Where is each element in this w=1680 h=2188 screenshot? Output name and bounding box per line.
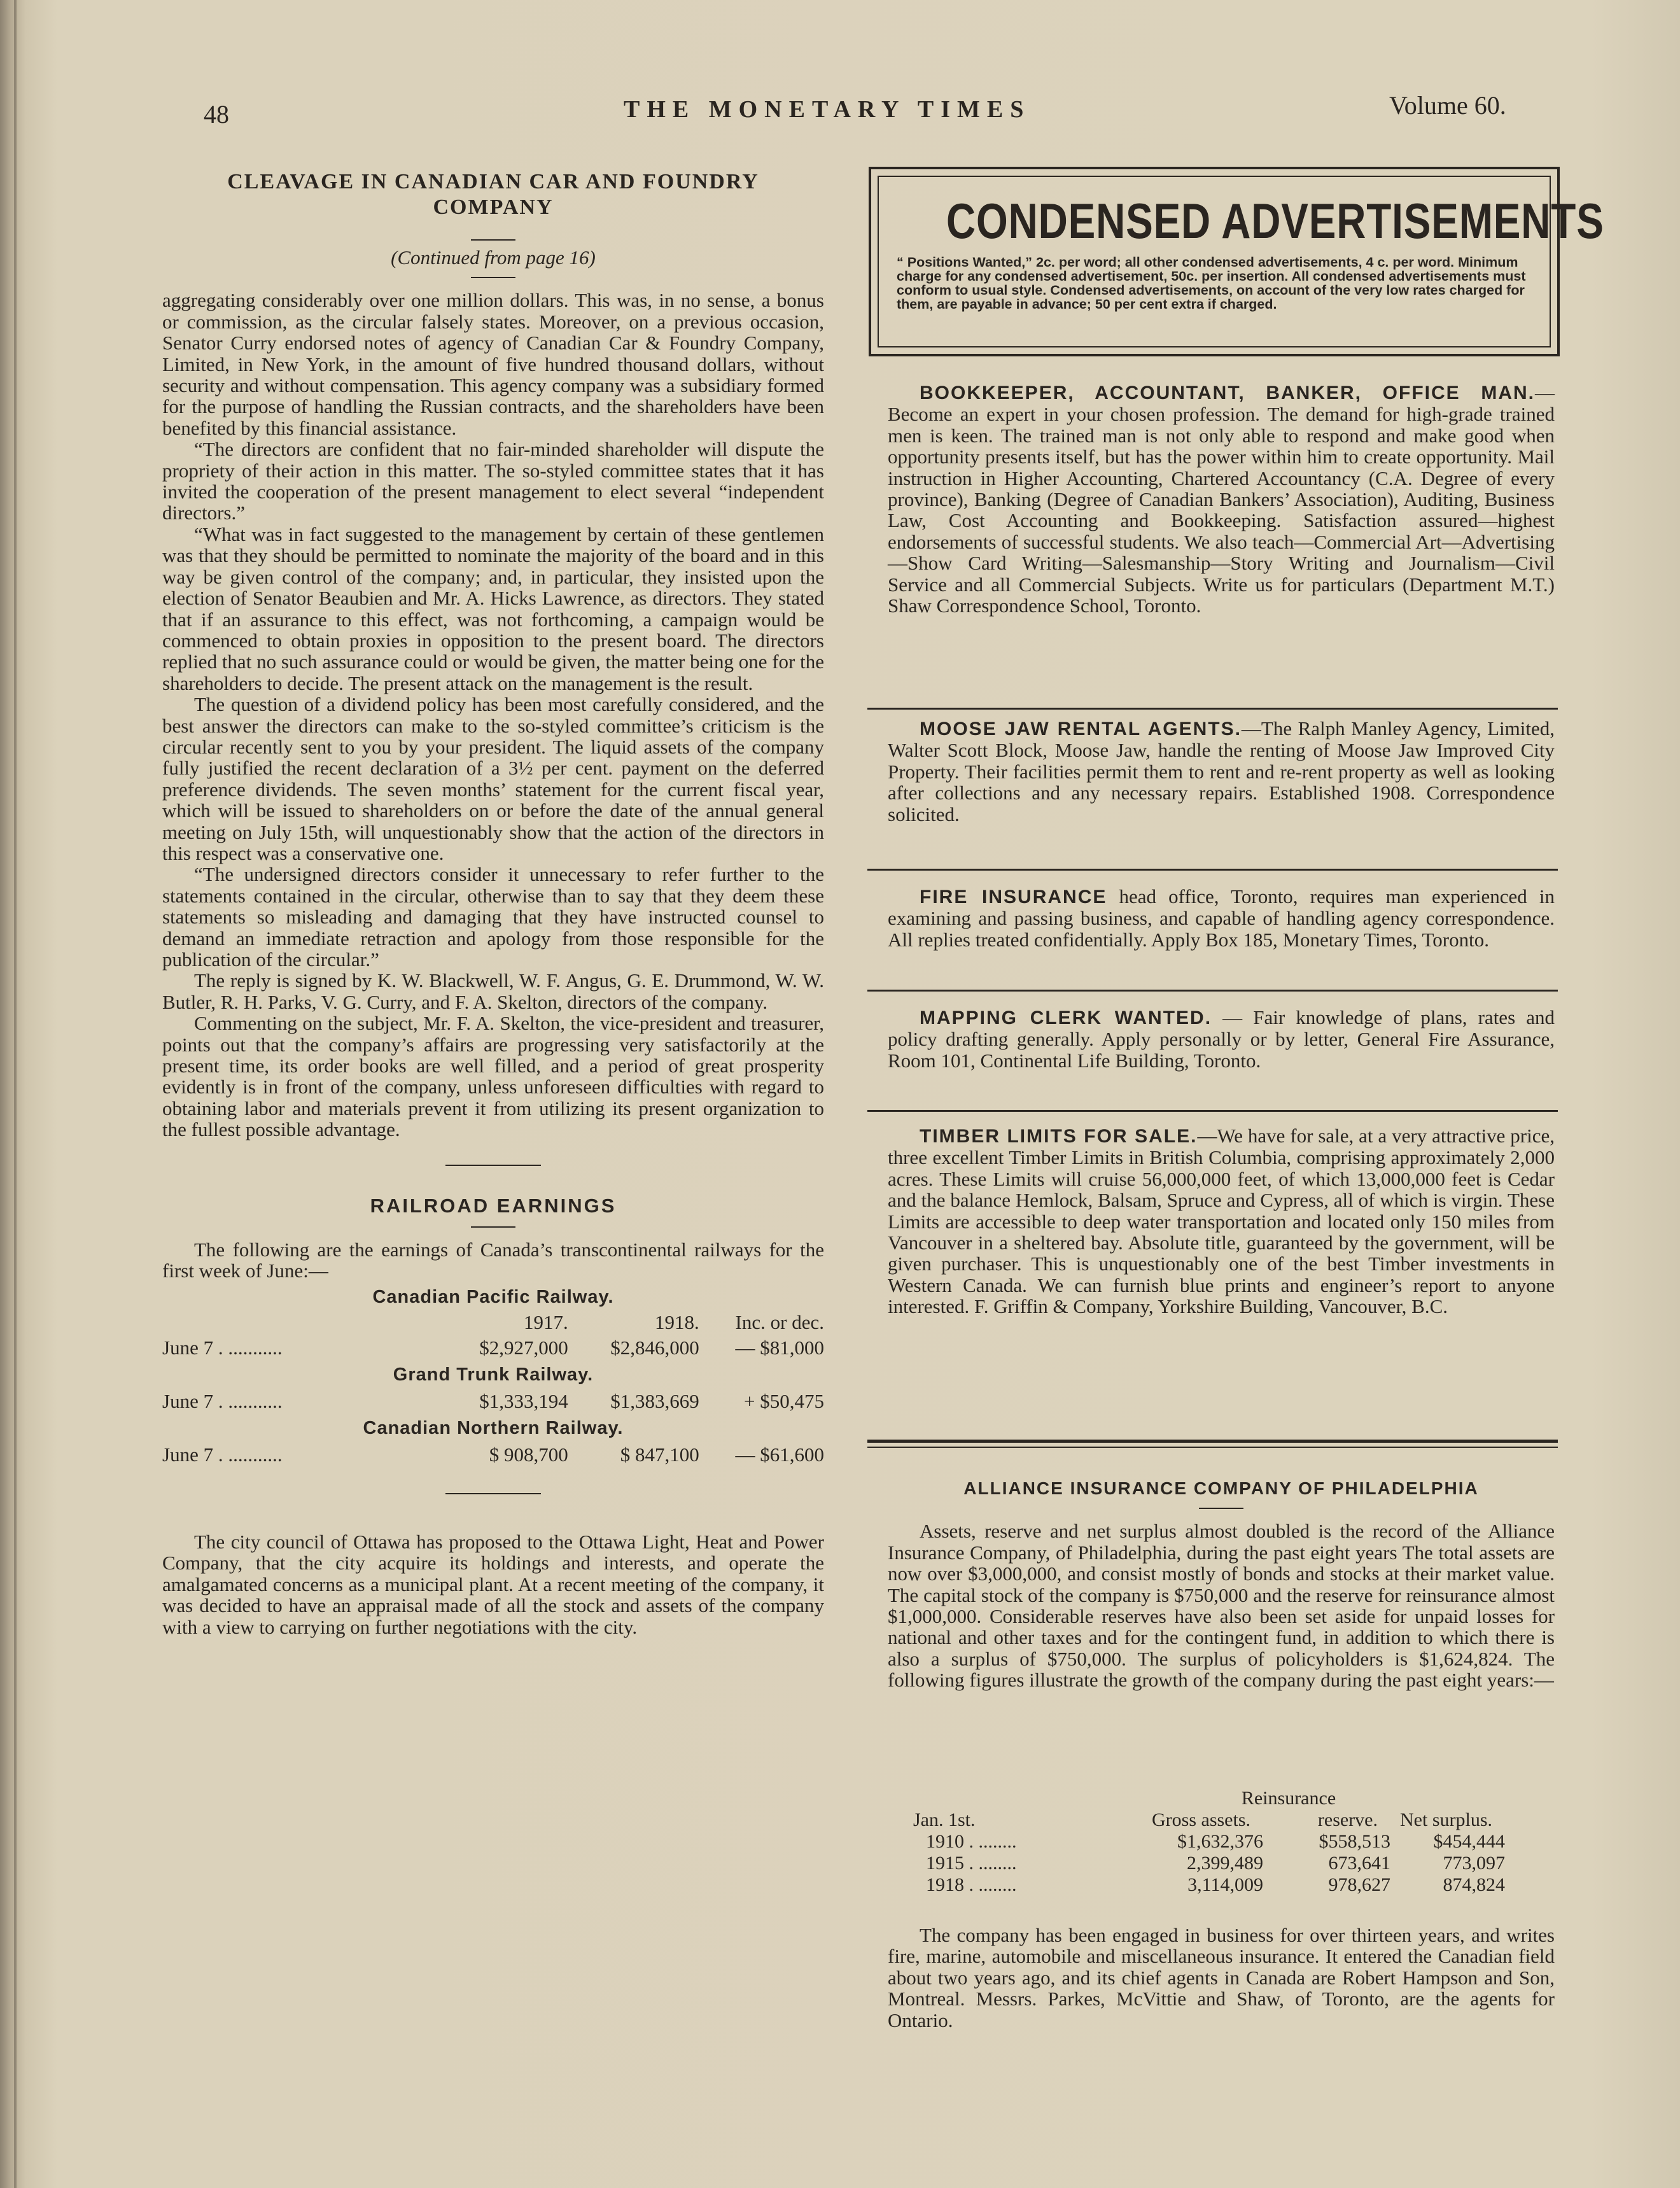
row-gross: $1,632,376 <box>1177 1831 1263 1852</box>
alliance-closing <box>888 1925 1555 2031</box>
col-reinsurance-top: Reinsurance <box>1241 1788 1336 1809</box>
row-net: 874,824 <box>1443 1874 1505 1895</box>
row-gross: 2,399,489 <box>1187 1853 1263 1874</box>
col-change: Inc. or dec. <box>735 1310 824 1333</box>
title-rule <box>471 239 515 241</box>
binding-gutter <box>14 0 17 2188</box>
row-year: 1915 . ........ <box>926 1853 1017 1874</box>
row-date: June 7 . ........... <box>162 1336 283 1359</box>
ad-text: head office, Toronto, requires man experienced in examining and passing business, and capable of handling agency correspondence. All replies treated confidentially. Apply Box 185, Monetary Times, Toronto. <box>888 885 1555 951</box>
table-row <box>162 1335 824 1361</box>
railway-name: Canadian Pacific Railway. <box>372 1286 614 1307</box>
ad-divider <box>867 1110 1558 1112</box>
railway-name: Grand Trunk Railway. <box>393 1364 594 1385</box>
alliance-table <box>888 1788 1562 1896</box>
ad-fire-insurance <box>888 886 1555 950</box>
article-paragraph: The reply is signed by K. W. Blackwell, W. F. Angus, G. E. Drummond, W. W. Butler, R. H. Parks, V. G. Curry, and F. A. Skelton, directors of the company. <box>162 969 824 1013</box>
railway-name: Canadian Northern Railway. <box>363 1417 624 1438</box>
ad-divider <box>867 869 1558 871</box>
col-year: Jan. 1st. <box>913 1809 976 1830</box>
railroad-rule <box>471 1226 515 1228</box>
row-net: $454,444 <box>1433 1831 1505 1852</box>
double-rule-top <box>867 1440 1558 1443</box>
article-paragraph: The question of a dividend policy has been most carefully considered, and the best answer the directors can make to the so-styled committee’s criticism is the circular recently sent to you by your president. The liquid assets of the company fully justified the recent declaration of a 3½ per cent. payment on the deferred preference dividends. The seven months’ statement for the current fiscal year, which will be issued to shareholders on or before the date of the annual general meeting on July 15th, will unquestionably show that the action of the directors in this respect was a conservative one. <box>162 693 824 864</box>
row-date: June 7 . ........... <box>162 1443 283 1466</box>
row-reinsurance: 673,641 <box>1328 1853 1390 1874</box>
table-row <box>888 1874 1562 1896</box>
section-divider <box>445 1165 541 1166</box>
railroad-table <box>162 1284 824 1468</box>
ad-divider <box>867 708 1558 710</box>
row-gross: 3,114,009 <box>1187 1874 1263 1895</box>
table-header-top <box>888 1788 1562 1809</box>
ottawa-paragraph: The city council of Ottawa has proposed to the Ottawa Light, Heat and Power Company, that the city acquire its holdings and interests, and operate the amalgamated concerns as a municipal plant. At a recent meeting of the company, it was decided to have an appraisal made of all the stock and assets of the company with a view to carrying on further negotiations with the city. <box>162 1530 824 1638</box>
continued-note: (Continued from page 16) <box>391 246 596 269</box>
row-1917: $ 908,700 <box>489 1443 568 1466</box>
double-rule-bottom <box>867 1447 1558 1448</box>
ad-lead: MAPPING CLERK WANTED. <box>920 1007 1212 1028</box>
row-1918: $2,846,000 <box>610 1336 699 1359</box>
row-1917: $1,333,194 <box>479 1389 568 1412</box>
row-change: + $50,475 <box>744 1389 824 1412</box>
row-reinsurance: 978,627 <box>1328 1874 1390 1895</box>
col-1918: 1918. <box>655 1310 699 1333</box>
row-year: 1910 . ........ <box>926 1831 1017 1852</box>
article-paragraph: aggregating considerably over one million dollars. This was, in no sense, a bonus or commission, as the circular falsely states. Moreover, on a previous occasion, Senator Curry endorsed notes of agency of Canadian Car & Foundry Company, Limited, in New York, in the amount of five hundred thousand dollars, without security and without compensation. This agency company was a subsidiary formed for the purpose of handling the Russian contracts, and the shareholders have been benefited by this financial assistance. <box>162 289 824 439</box>
condensed-ads-box <box>869 167 1604 356</box>
ad-timber-limits <box>888 1125 1555 1317</box>
ad-divider <box>867 990 1558 992</box>
article-paragraph: Commenting on the subject, Mr. F. A. Skelton, the vice-president and treasurer, points out that the company’s affairs are progressing very satisfactorily at the present time, its order books are well filled, and a period of great prosperity evidently is in front of the company, unless unforeseen difficulties with regard to obtaining labor and materials prevent it from utilizing its present organization to the fullest possible advantage. <box>162 1012 824 1141</box>
row-1917: $2,927,000 <box>479 1336 568 1359</box>
col-gross: Gross assets. <box>1152 1809 1250 1830</box>
left-column <box>162 169 824 1637</box>
alliance-rule <box>1199 1508 1243 1509</box>
continued-rule <box>471 277 515 278</box>
section-divider <box>445 1493 541 1494</box>
ad-lead: MOOSE JAW RENTAL AGENTS. <box>920 719 1242 740</box>
ad-lead: TIMBER LIMITS FOR SALE. <box>920 1126 1198 1147</box>
page-number: 48 <box>204 100 229 129</box>
column-headers <box>162 1310 824 1335</box>
row-1918: $ 847,100 <box>620 1443 699 1466</box>
article-title: CLEAVAGE IN CANADIAN CAR AND FOUNDRY COMPANY <box>227 170 759 219</box>
row-change: — $81,000 <box>735 1336 824 1359</box>
row-net: 773,097 <box>1443 1853 1505 1874</box>
article-paragraph: “The undersigned directors consider it unnecessary to refer further to the statements contained in the circular, otherwise than to say that they deem these statements so misleading and damaging that they have instructed counsel to demand an immediate retraction and apology from those responsible for the publication of the circular.” <box>162 863 824 971</box>
ad-moose-jaw <box>888 718 1555 825</box>
alliance-heading: ALLIANCE INSURANCE COMPANY OF PHILADELPHIA <box>963 1478 1479 1498</box>
article-paragraph: “What was in fact suggested to the management by certain of these gentlemen was that they should be permitted to nominate the majority of the board and in this way be given control of the company; and, in particular, they insisted upon the election of Senator Beaubien and Mr. A. Hicks Lawrence, as directors. They stated that if an assurance to this effect, was not forthcoming, a campaign would be commenced to obtain proxies in opposition to the present board. The directors replied that no such assurance could or would be given, the matter being one for the shareholders to decide. The present attack on the management is the result. <box>162 522 824 694</box>
condensed-ads-title: CONDENSED ADVERTISEMENTS <box>946 193 1604 249</box>
table-row <box>162 1389 824 1414</box>
col-reinsurance: reserve. <box>1317 1809 1378 1830</box>
ad-text: —Become an expert in your chosen profession. The demand for high-grade trained men is keen. The trained man is not only able to respond and make good when opportunity presents itself, but has the power within him to create opportunity. Mail instruction in Higher Accounting, Chartered Accountancy (C.A. Degree of every province), Banking (Degree of Canadian Bankers’ Association), Auditing, Business Law, Cost Accounting and Bookkeeping. Satisfaction assured—highest endorsements of successful students. We also teach—Commercial Art—Advertising—Show Card Writing—Salesmanship—Story Writing and Journalism—Civil Service and all Commercial Subjects. Write us for particulars (Department M.T.) Shaw Correspondence School, Toronto. <box>888 381 1555 617</box>
table-row <box>888 1853 1562 1874</box>
ad-text: —The Ralph Manley Agency, Limited, Walter Scott Block, Moose Jaw, handle the renting of Moose Jaw Improved City Property. Their facilities permit them to rent and re-rent property as well as looking after collections and any necessary repairs. Established 1908. Correspondence solicited. <box>888 717 1555 825</box>
row-date: June 7 . ........... <box>162 1389 283 1412</box>
ad-lead: FIRE INSURANCE <box>920 887 1107 908</box>
railroad-heading: RAILROAD EARNINGS <box>370 1194 617 1217</box>
ad-text: — Fair knowledge of plans, rates and policy drafting generally. Apply personally or by letter, General Fire Assurance, Room 101, Continental Life Building, Toronto. <box>888 1006 1555 1072</box>
row-change: — $61,600 <box>735 1443 824 1466</box>
railroad-intro: The following are the earnings of Canada’s transcontinental railways for the first week of June:— <box>162 1238 824 1282</box>
condensed-ads-rates: “ Positions Wanted,” 2c. per word; all other condensed advertisements, 4 c. per word. Minimum charge for any condensed advertisement, 50c. per insertion. All condensed advertisements must conform to usual style. Condensed advertisements, on account of the very low rates charged for them, are payable in advance; 50 per cent extra if charged. <box>897 255 1526 312</box>
row-reinsurance: $558,513 <box>1319 1831 1390 1852</box>
ad-lead: BOOKKEEPER, ACCOUNTANT, BANKER, OFFICE MAN. <box>920 382 1535 403</box>
publication-title: THE MONETARY TIMES <box>624 96 1031 123</box>
ad-mapping-clerk <box>888 1007 1555 1071</box>
alliance-article <box>888 1478 1555 1691</box>
row-1918: $1,383,669 <box>610 1389 699 1412</box>
volume-label: Volume 60. <box>1389 91 1506 120</box>
article-paragraph: “The directors are confident that no fair-minded shareholder will dispute the propriety of their action in this matter. The so-styled committee states that it has invited the cooperation of the present management to elect several “independent directors.” <box>162 438 824 524</box>
table-header <box>888 1809 1562 1831</box>
table-row <box>888 1831 1562 1853</box>
alliance-paragraph: Assets, reserve and net surplus almost doubled is the record of the Alliance Insurance Company, of Philadelphia, during the past eight years The total assets are now over $3,000,000, and consist mostly of bonds and stocks at their market value. The capital stock of the company is $750,000 and the reserve for reinsurance almost $1,000,000. Considerable reserves have also been set aside for unpaid losses for national and other taxes and for the contingent fund, in addition to which there is also a surplus of $750,000. The surplus of policyholders is $1,624,824. The following figures illustrate the growth of the company during the past eight years:— <box>888 1520 1555 1692</box>
table-row <box>162 1442 824 1468</box>
alliance-paragraph: The company has been engaged in business for over thirteen years, and writes fire, marine, automobile and miscellaneous insurance. It entered the Canadian field about two years ago, and its chief agents in Canada are Robert Hampson and Son, Montreal. Messrs. Parkes, McVittie and Shaw, of Toronto, are the agents for Ontario. <box>888 1924 1555 2031</box>
ad-text: —We have for sale, at a very attractive price, three excellent Timber Limits in British Columbia, comprising approximately 2,000 acres. These Limits will cruise 56,000,000 feet, of which 13,000,000 feet is Cedar and the balance Hemlock, Balsam, Spruce and Cypress, all of which is virgin. These Limits are accessible to deep water transportation and located only 150 miles from Vancouver in a sheltered bay. Absolute title, guaranteed by the government, will be given purchaser. This is unquestionably one of the best Timber investments in Western Canada. We can furnish blue prints and engineer’s report to anyone interested. F. Griffin & Company, Yorkshire Building, Vancouver, B.C. <box>888 1125 1555 1318</box>
col-1917: 1917. <box>523 1310 568 1333</box>
ad-bookkeeper <box>888 382 1555 616</box>
col-net: Net surplus. <box>1400 1809 1492 1830</box>
row-year: 1918 . ........ <box>926 1874 1017 1895</box>
